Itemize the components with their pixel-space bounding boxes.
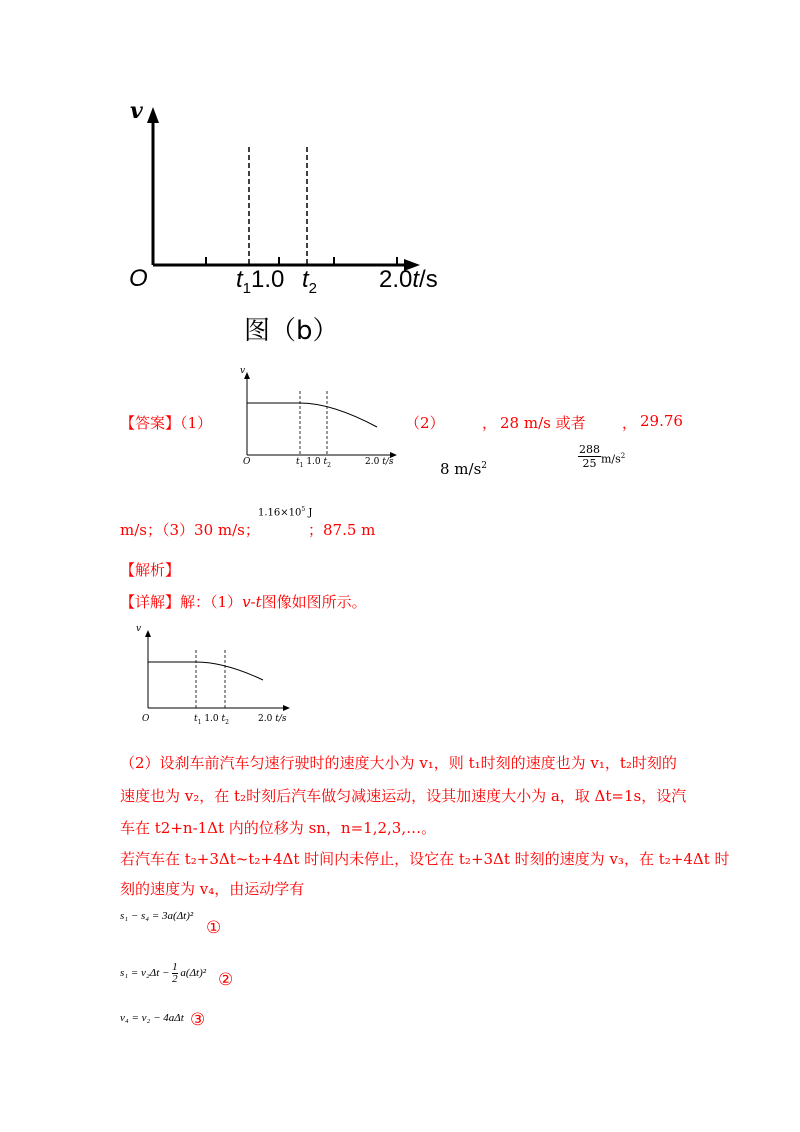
detail-plot-ticks bbox=[194, 714, 229, 726]
answer-plot-t1-sub: 1 bbox=[299, 461, 304, 469]
figure-b-t1-label bbox=[236, 266, 284, 297]
detail-plot-2-0-value: 2.0 bbox=[258, 714, 273, 724]
figure-b-caption: 图（b） bbox=[244, 316, 339, 346]
answer-comma2: ， bbox=[622, 414, 638, 432]
detail-plot-t2-sub: 2 bbox=[225, 718, 229, 726]
answer-fraction-unit bbox=[601, 452, 625, 466]
equation-2-pre: s₁ = v₂Δt − bbox=[120, 967, 173, 980]
equation-2-post: a(Δt)² bbox=[180, 967, 207, 980]
answer-energy-value: 1.16×10 bbox=[258, 507, 302, 519]
answer-plot-t2: t bbox=[323, 457, 328, 467]
figure-b-t2-label bbox=[302, 266, 317, 297]
answer-plot-t1: t bbox=[296, 457, 300, 467]
answer-plot-origin: O bbox=[243, 457, 251, 467]
answer-part2: （2） bbox=[405, 414, 445, 432]
detail-p3-line1: 若汽车在 t₂+3Δt~t₂+4Δt 时间内未停止，设它在 t₂+3Δt 时刻的速度为 v₃，在 t₂+4Δt 时 bbox=[120, 850, 730, 868]
answer-plot-unit: t/s bbox=[382, 457, 394, 467]
detail-plot-t1: t bbox=[194, 714, 198, 724]
tick-label-1-0: 1.0 bbox=[251, 266, 285, 293]
equation-3-mark: ③ bbox=[190, 1010, 206, 1030]
answer-accel bbox=[440, 460, 487, 478]
detail-p2-line1: （2）设刹车前汽车匀速行驶时的速度大小为 v₁，则 t₁时刻的速度也为 v₁，t₂时刻的 bbox=[120, 754, 677, 772]
equation-3: v₄ = v₂ − 4aΔt bbox=[120, 1012, 184, 1024]
answer-plot-t2-sub: 2 bbox=[327, 461, 331, 469]
equation-1: s₁ − s₄ = 3a(Δt)² bbox=[120, 910, 194, 922]
t-axis-unit: /s bbox=[419, 266, 438, 293]
detail-intro-post: 图像如图所示。 bbox=[261, 593, 367, 611]
analysis-label: 【解析】 bbox=[120, 561, 181, 579]
answer-accel-sup: 2 bbox=[481, 461, 488, 471]
answer-energy-sup: 5 bbox=[301, 506, 306, 513]
answer-part1: （1） bbox=[180, 414, 213, 432]
t2-letter: t bbox=[302, 266, 309, 293]
detail-plot-1-0: 1.0 bbox=[204, 714, 219, 724]
figure-b-v-label: v bbox=[130, 98, 143, 124]
detail-plot-origin: O bbox=[142, 714, 150, 724]
answer-part3-end: ；87.5 m bbox=[308, 521, 376, 539]
answer-fraction bbox=[578, 443, 601, 470]
answer-fraction-den: 25 bbox=[582, 457, 597, 470]
equation-1-mark: ① bbox=[206, 918, 222, 938]
detail-intro bbox=[120, 591, 367, 612]
detail-p2-line3: 车在 t2+n-1Δt 内的位移为 sn，n=1,2,3,…。 bbox=[120, 819, 437, 837]
t2-subscript: 2 bbox=[308, 279, 318, 297]
detail-plot-t2: t bbox=[221, 714, 226, 724]
answer-plot-v-label: v bbox=[240, 366, 246, 376]
answer-fraction-unit-text: m/s bbox=[601, 452, 621, 466]
detail-plot-2-0 bbox=[258, 714, 286, 724]
t1-subscript: 1 bbox=[242, 279, 252, 297]
detail-plot-t-arrow bbox=[283, 705, 290, 711]
answer-plot-1-0: 1.0 bbox=[306, 457, 321, 467]
answer-fraction-num: 288 bbox=[579, 443, 600, 456]
detail-p2-line2: 速度也为 v₂，在 t₂时刻后汽车做匀减速运动，设其加速度大小为 a，取 Δt=1s，设汽 bbox=[120, 787, 687, 805]
answer-v2: 28 m/s 或者 bbox=[500, 414, 586, 432]
answer-unit-ms: m/s； bbox=[120, 521, 162, 539]
detail-plot-curve bbox=[148, 662, 263, 680]
equation-2-fraction bbox=[172, 962, 178, 985]
answer-energy-unit: J bbox=[308, 507, 313, 519]
detail-intro-pre: 解：（1） bbox=[180, 593, 243, 611]
figure-b-vt-axes bbox=[120, 95, 460, 345]
answer-plot-2-0-value: 2.0 bbox=[365, 457, 380, 467]
answer-label-text: 【答案】 bbox=[120, 414, 181, 432]
figure-b-origin: O bbox=[129, 265, 148, 292]
detail-intro-vt: v-t bbox=[242, 593, 262, 611]
figure-b-t-axis-label bbox=[379, 266, 438, 294]
equation-2-num: 1 bbox=[172, 961, 178, 973]
equation-2 bbox=[120, 962, 206, 985]
t-axis-letter: t bbox=[412, 266, 420, 293]
answer-plot-2-0 bbox=[365, 457, 393, 467]
detail-plot-v-arrow bbox=[145, 630, 151, 637]
answer-unit-line bbox=[120, 519, 260, 540]
answer-comma1: ， bbox=[482, 414, 498, 432]
detail-plot-unit: t/s bbox=[275, 714, 287, 724]
answer-energy bbox=[258, 506, 312, 518]
detail-vt-plot bbox=[130, 620, 300, 725]
answer-label bbox=[120, 412, 212, 433]
equation-2-den: 2 bbox=[172, 973, 178, 985]
v-axis-arrow bbox=[147, 107, 159, 123]
answer-plot-curve bbox=[247, 403, 377, 427]
answer-v-value: 29.76 bbox=[640, 412, 683, 430]
answer-fraction-unit-sup: 2 bbox=[620, 452, 626, 460]
answer-part3: （3）30 m/s； bbox=[161, 521, 260, 539]
equation-2-mark: ② bbox=[218, 970, 234, 990]
answer-plot-ticks bbox=[296, 457, 331, 469]
detail-p3-line2: 刻的速度为 v₄，由运动学有 bbox=[120, 880, 305, 898]
detail-plot-t1-sub: 1 bbox=[197, 718, 202, 726]
answer-accel-value: 8 m/s bbox=[440, 460, 482, 478]
detail-label: 【详解】 bbox=[120, 593, 181, 611]
t1-letter: t bbox=[236, 266, 243, 293]
detail-plot-v-label: v bbox=[136, 624, 142, 634]
tick-label-2-0: 2.0 bbox=[379, 266, 413, 293]
